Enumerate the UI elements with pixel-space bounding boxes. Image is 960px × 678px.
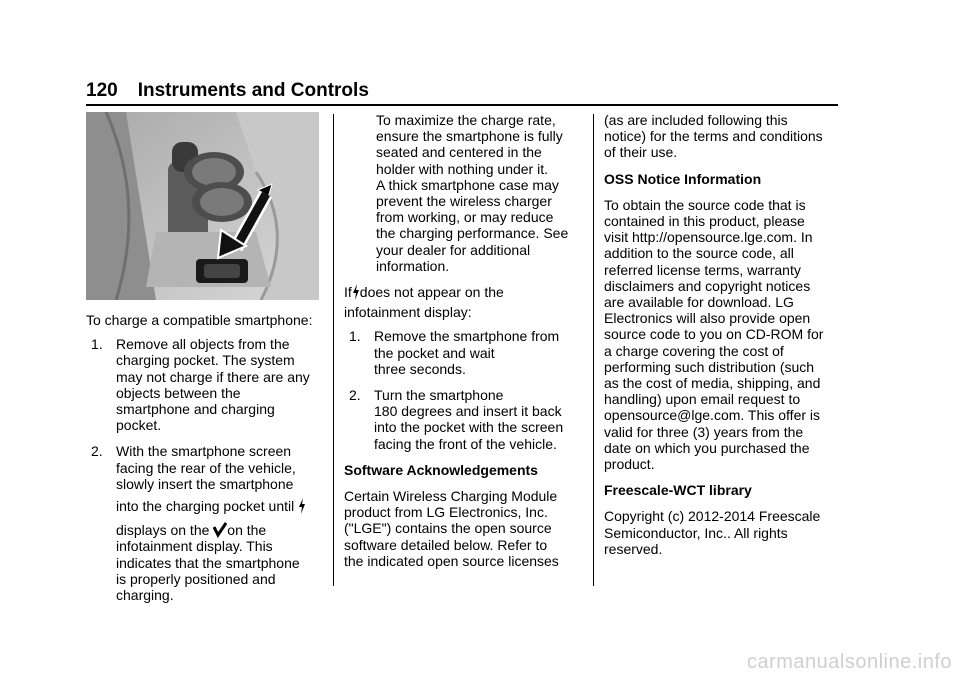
text-fragment: does not appear on the [359, 284, 504, 301]
text-line: notice) for the terms and conditions [604, 128, 823, 145]
header-rule [86, 104, 838, 106]
text-line: opensource@lge.com. This offer is [604, 407, 821, 424]
text-line: addition to the source code, all [604, 245, 794, 262]
text-line: slowly insert the smartphone [116, 475, 294, 492]
text-line: the indicated open source licenses [344, 552, 559, 569]
text-line: 180 degrees and insert it back [374, 403, 562, 420]
column-1 [86, 112, 326, 603]
text-line: Turn the smartphone [374, 387, 504, 404]
text-line: smartphone and charging [116, 401, 275, 418]
text-line: handling) upon email request to [604, 391, 801, 408]
text-line: valid for three (3) years from the [604, 423, 804, 440]
text-line: into the pocket with the screen [374, 419, 564, 436]
software-ack-text [344, 488, 582, 569]
text-line: Semiconductor, Inc.. All rights [604, 524, 788, 541]
column-divider-1 [333, 114, 334, 586]
column-3 [604, 112, 840, 557]
charging-pocket-photo [86, 112, 319, 300]
text-line: the charging performance. See [376, 225, 569, 242]
text-line: may not charge if there are any [116, 368, 310, 385]
software-ack-heading: Software Acknowledgements [344, 461, 538, 478]
text-line [116, 522, 326, 538]
text-line: infotainment display: [344, 304, 472, 321]
step-1 [86, 336, 326, 433]
text-line: charging pocket. The system [116, 352, 295, 369]
text-line: as the cost of media, shipping, and [604, 375, 821, 392]
text-line: seated and centered in the [376, 144, 542, 161]
charge-rate-note [344, 112, 582, 274]
text-line: the pocket and wait [374, 344, 495, 361]
step-2 [86, 443, 326, 603]
text-fragment: displays on the [116, 522, 210, 539]
charging-bolt-icon [352, 284, 360, 300]
text-line: ensure the smartphone is fully [376, 128, 563, 145]
text-line: contained in this product, please [604, 213, 805, 230]
text-line: To obtain the source code that is [604, 196, 806, 213]
watermark: carmanualsonline.info [746, 651, 952, 673]
step-number: 1. [349, 328, 361, 345]
text-line: Remove the smartphone from [374, 328, 560, 345]
text-line: ("LGE") contains the open source [344, 520, 552, 537]
text-line: A thick smartphone case may [376, 176, 559, 193]
column-2 [344, 112, 582, 569]
intro-text: To charge a compatible smartphone: [86, 312, 313, 328]
text-line: information. [376, 257, 450, 274]
text-line: from working, or may reduce [376, 209, 554, 226]
step-number: 2. [91, 443, 103, 460]
text-line: Certain Wireless Charging Module [344, 488, 558, 505]
text-line [116, 498, 326, 514]
text-line: of their use. [604, 144, 678, 161]
freescale-heading: Freescale-WCT library [604, 482, 752, 499]
text-line: prevent the wireless charger [376, 193, 552, 210]
text-line: disclaimers and copyright notices [604, 277, 811, 294]
charging-bolt-icon [298, 498, 306, 514]
section-title: Instruments and Controls [137, 80, 369, 101]
text-line: product from LG Electronics, Inc. [344, 504, 548, 521]
text-line: date on which you purchased the [604, 439, 810, 456]
freescale-text [604, 508, 840, 557]
text-fragment: If [344, 284, 352, 301]
step-number: 2. [349, 387, 361, 404]
text-line: facing the front of the vehicle. [374, 435, 557, 452]
text-line: (as are included following this [604, 112, 788, 128]
text-line: is properly positioned and [116, 570, 276, 587]
text-line: visit http://opensource.lge.com. In [604, 229, 813, 246]
retry-step-2 [344, 387, 582, 452]
text-line: holder with nothing under it. [376, 160, 548, 177]
text-line: indicates that the smartphone [116, 554, 300, 571]
text-line: pocket. [116, 417, 162, 434]
text-line: performing such distribution (such [604, 358, 815, 375]
oss-notice-heading: OSS Notice Information [604, 170, 762, 187]
text-line: referred license terms, warranty [604, 261, 801, 278]
text-line: three seconds. [374, 360, 466, 377]
text-line: Electronics will also provide open [604, 310, 811, 327]
page-number: 120 [86, 80, 118, 101]
page-header [86, 80, 369, 102]
text-line: a charge covering the cost of [604, 342, 784, 359]
text-fragment: into the charging pocket until [116, 498, 295, 515]
phone-check-icon [213, 522, 227, 538]
retry-step-1 [344, 328, 582, 377]
if-line [344, 284, 582, 300]
text-line: facing the rear of the vehicle, [116, 459, 296, 476]
column-divider-2 [593, 114, 594, 586]
text-line: charging. [116, 587, 174, 604]
oss-notice-text [604, 197, 840, 472]
text-line: With the smartphone screen [116, 443, 292, 460]
text-line: reserved. [604, 540, 663, 557]
text-line: source code to you on CD-ROM for [604, 326, 824, 343]
text-line: To maximize the charge rate, [376, 112, 556, 128]
step-number: 1. [91, 336, 103, 353]
text-fragment: on the [227, 522, 267, 539]
text-line: Copyright (c) 2012-2014 Freescale [604, 508, 821, 525]
license-continuation [604, 112, 840, 161]
text-line: are available for download. LG [604, 294, 794, 311]
text-line: Remove all objects from the [116, 336, 290, 353]
text-line: product. [604, 456, 655, 473]
text-line: objects between the [116, 384, 241, 401]
text-line: your dealer for additional [376, 241, 531, 258]
text-line: infotainment display. This [116, 538, 273, 555]
text-line: software detailed below. Refer to [344, 536, 548, 553]
